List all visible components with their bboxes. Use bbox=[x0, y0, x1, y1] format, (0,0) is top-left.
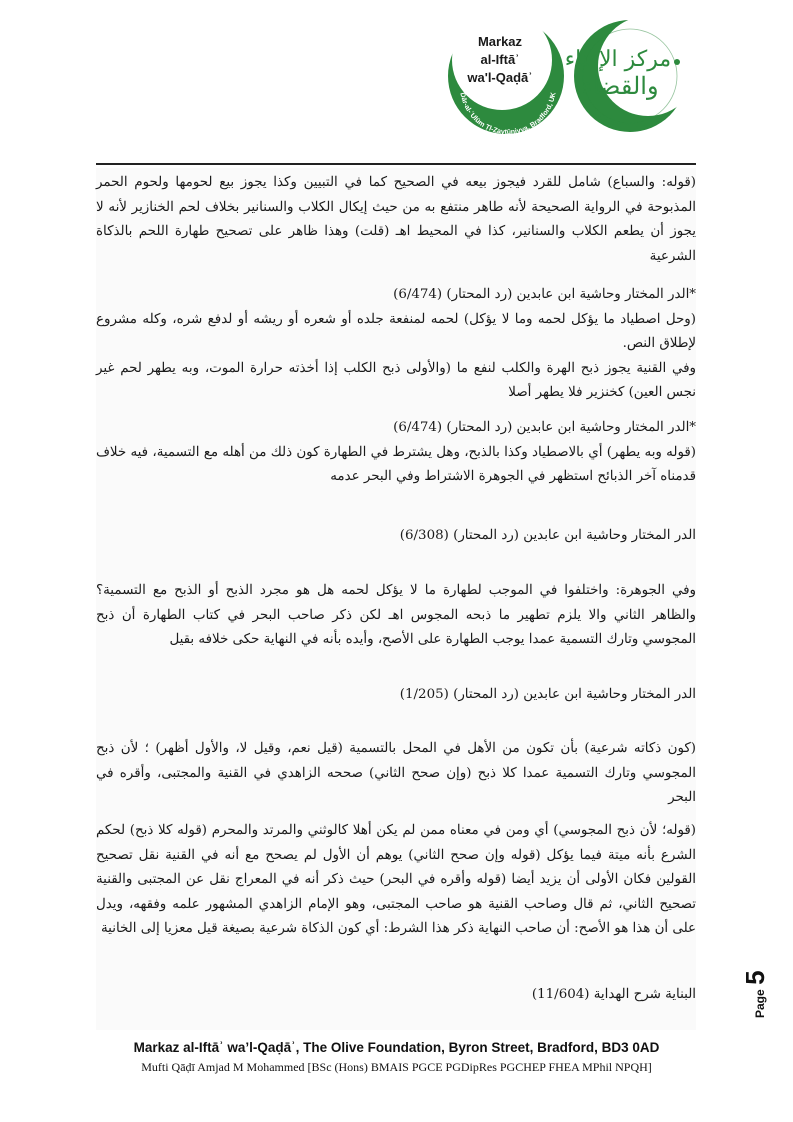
paragraph: وفي الجوهرة: واختلفوا في الموجب لطهارة ما لا يؤكل لحمه هل هو مجرد الذبح أو الذبح مع التسمية؟ والظاهر الثاني والا يلزم تطهير ما ذبحه المجوس اهـ لكن ذكر صاحب البحر في كتاب الطهارة أن ذبح المجوسي وتارك التسمية عمدا يوجب الطهارة على الأصح، وأيده بأنه في النهاية حكى خلافه بقيل bbox=[96, 583, 696, 647]
reference: الدر المختار وحاشية ابن عابدين (رد المحتار) (1/205) bbox=[399, 687, 696, 702]
text-block-4 bbox=[96, 524, 696, 549]
logo-line1: Markaz bbox=[477, 34, 523, 49]
page-number-value: 5 bbox=[740, 970, 770, 985]
text-block-9 bbox=[96, 983, 696, 1008]
reference: *الدر المختار وحاشية ابن عابدين (رد المحتار) (6/474) bbox=[393, 287, 696, 302]
footer-address: Markaz al-Iftāʾ wa’l-Qaḍāʾ, The Olive Foundation, Byron Street, Bradford, BD3 0AD bbox=[133, 1040, 660, 1055]
paragraph: (قوله وبه يطهر) أي بالاصطياد وكذا بالذبح، وهل يشترط في الطهارة كون ذلك من أهله مع التسمية، فيه خلاف قدمناه آخر الذبائح استظهر في الجوهرة الاشتراط وفي البحر عدمه bbox=[96, 444, 696, 484]
logo-line2: al-Iftāʾ bbox=[480, 52, 520, 67]
arabic-emblem-icon bbox=[565, 16, 694, 132]
latin-emblem-icon bbox=[448, 14, 564, 136]
text-block-1 bbox=[96, 171, 696, 269]
paragraph: وفي القنية يجوز ذبح الهرة والكلب لنفع ما (والأولى ذبح الكلب إذا أخذته حرارة الموت، وبه يطهر لحم غير نجس العين) كخنزير فلا يطهر أصلا bbox=[96, 360, 696, 400]
reference: الدر المختار وحاشية ابن عابدين (رد المحتار) (6/308) bbox=[399, 528, 696, 543]
text-block-6 bbox=[96, 683, 696, 708]
text-block-3 bbox=[96, 416, 696, 490]
paragraph: (وحل اصطياد ما يؤكل لحمه وما لا يؤكل) لحمه لمنفعة جلده أو شعره أو ريشه أو لدفع شره، وكله مشروع لإطلاق النص. bbox=[96, 311, 696, 351]
svg-text:مركز الإفتاء: مركز الإفتاء bbox=[564, 47, 672, 72]
svg-text:والقضاء: والقضاء bbox=[581, 72, 659, 100]
paragraph: (قوله؛ لأن ذبح المجوسي) أي ومن في معناه ممن لم يكن أهلا كالوثني والمرتد والمحرم (قوله كلا ذبح) لحكم الشرع بأنه ميتة فيما يؤكل (قوله وإن صحح الثاني) يوهم أن الأول لم يصحح مع أنه في القنية نقل تصحيح القولين فكان الأولى أن يزيد أيضا (قوله وأقره في البحر) حيث ذكر أنه في المعراج نقل عن المجتبى والقنية تصحيح الثاني، ثم قال وصاحب القنية هو صاحب المجتبى، وهو الإمام الزاهدي المشهور علمه وفقهه، ويدل على أن هذا هو الأصح: أن صاحب النهاية ذكر هذا الشرط: أي كون الذكاة شرعية بصيغة قيل معزيا إلى الخانية bbox=[96, 823, 696, 936]
text-block-7 bbox=[96, 737, 696, 811]
footer-author: Mufti Qāḍī Amjad M Mohammed [BSc (Hons) BMAIS PGCE PGDipRes PGCHEP FHEA MPhil NPQH] bbox=[141, 1060, 652, 1074]
page-label: Page bbox=[753, 989, 767, 1018]
paragraph: (كون ذكاته شرعية) بأن تكون من الأهل في المحل بالتسمية (قيل نعم، وقيل لا، والأول أظهر) ؛ لأن ذبح المجوسي وتارك التسمية عمدا كلا ذبح (وإن صحح الثاني) صححه الزاهدي في القنية والمجتبى، وأقره في البحر bbox=[96, 741, 696, 805]
text-block-8 bbox=[96, 819, 696, 942]
paragraph: (قوله: والسباع) شامل للقرد فيجوز بيعه في الصحيح كما في التبيين وكذا يجوز بيع لحومها ولحوم الحمر المذبوحة في الرواية الصحيحة لأنه طاهر منتفع به من حيث إيكال الكلاب والسنانير بخلاف لحم الخنازير لأنه لا يجوز أن يطعم الكلاب والسنانير، كذا في المحيط اهـ (قلت) وهذا ظاهر على تصحيح طهارة اللحم بالذكاة الشرعية bbox=[96, 175, 696, 264]
text-block-2 bbox=[96, 283, 696, 406]
reference: البناية شرح الهداية (11/604) bbox=[531, 987, 696, 1002]
logo-graphic bbox=[444, 14, 694, 142]
markaz-logo bbox=[444, 14, 694, 142]
text-block-5 bbox=[96, 579, 696, 653]
header-rule bbox=[96, 163, 696, 165]
logo-arc-text: Dār-al-ʿUlūm Ṭl-Zaytūniyya, Bradford, UK bbox=[458, 91, 558, 137]
reference: *الدر المختار وحاشية ابن عابدين (رد المحتار) (6/474) bbox=[393, 420, 696, 435]
page-number bbox=[740, 970, 771, 1018]
logo-line3: wa'l-Qaḍāʾ bbox=[467, 70, 533, 85]
